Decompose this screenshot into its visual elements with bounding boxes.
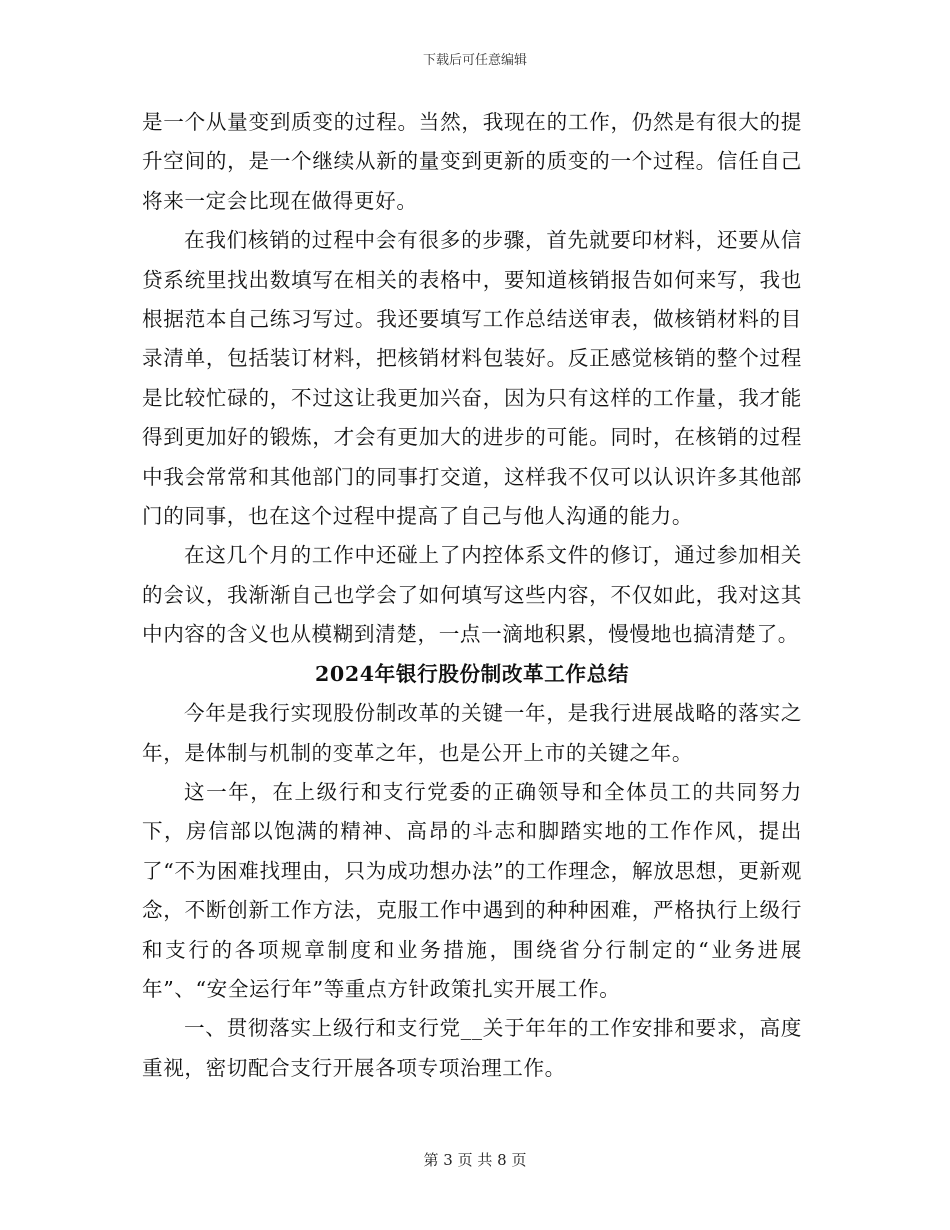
paragraph-key-year: 今年是我行实现股份制改革的关键一年，是我行进展战略的落实之年，是体制与机制的变革之年，也是公开上市的关键之年。 (142, 701, 802, 765)
paragraph-point-one: 一、贯彻落实上级行和支行党__关于年年的工作安排和要求，高度重视，密切配合支行开展各项专项治理工作。 (142, 1016, 802, 1080)
page-number: 第 3 页 共 8 页 (423, 1151, 527, 1169)
page-header-note: 下载后可任意编辑 (422, 53, 527, 68)
paragraph-this-year: 这一年，在上级行和支行党委的正确领导和全体员工的共同努力下，房信部以饱满的精神、高昂的斗志和脚踏实地的工作作风，提出了“不为困难找理由，只为成功想办法”的工作理念，解放思想，更新观念，不断创新工作方法，克服工作中遇到的种种困难，严格执行上级行和支行的各项规章制度和业务措施，围绕省分行制定的“业务进展年”、“安全运行年”等重点方针政策扎实开展工作。 (142, 779, 802, 1001)
paragraph-writeoff-steps: 在我们核销的过程中会有很多的步骤，首先就要印材料，还要从信贷系统里找出数填写在相关的表格中，要知道核销报告如何来写，我也根据范本自己练习写过。我还要填写工作总结送审表，做核销材料的目录清单，包括装订材料，把核销材料包装好。反正感觉核销的整个过程是比较忙碌的，不过这让我更加兴奋，因为只有这样的工作量，我才能得到更加好的锻炼，才会有更加大的进步的可能。同时，在核销的过程中我会常常和其他部门的同事打交道，这样我不仅可以认识许多其他部门的同事，也在这个过程中提高了自己与他人沟通的能力。 (142, 228, 802, 529)
section-title: 2024年银行股份制改革工作总结 (314, 661, 630, 686)
paragraph-continuation: 是一个从量变到质变的过程。当然，我现在的工作，仍然是有很大的提升空间的，是一个继续从新的量变到更新的质变的一个过程。信任自己将来一定会比现在做得更好。 (142, 110, 802, 213)
document-body (142, 103, 802, 1088)
paragraph-internal-control: 在这几个月的工作中还碰上了内控体系文件的修订，通过参加相关的会议，我渐渐自己也学会了如何填写这些内容，不仅如此，我对这其中内容的含义也从模糊到清楚，一点一滴地积累，慢慢地也搞清楚了。 (142, 543, 802, 647)
